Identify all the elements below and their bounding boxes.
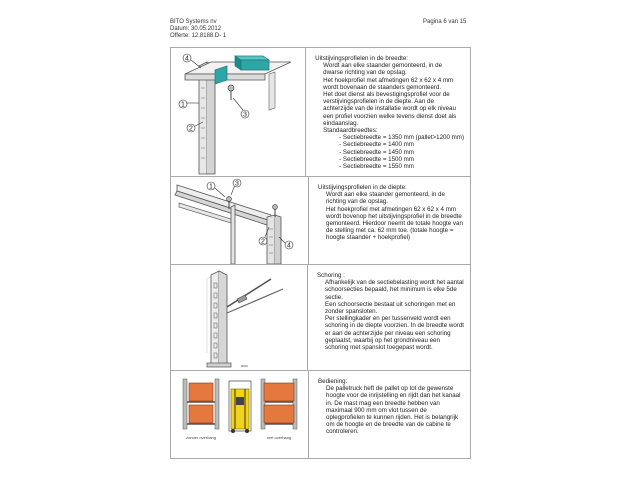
body-line: wordt bovenaan de staanders gemonteerd. — [323, 83, 442, 91]
callout-label: 2 — [261, 238, 265, 246]
body-line: een profiel voorzien welke tevens dienst doet als — [323, 112, 457, 120]
body-line: schoring in de diepte voorzien. In de breedte wordt — [325, 322, 464, 330]
rack-without-overhang — [183, 379, 219, 429]
callout-label: 4 — [185, 55, 189, 63]
body-line: richting van de opslag. — [326, 198, 388, 206]
pallet-truck — [229, 381, 251, 433]
section-title: Uitstijvingsprofielen in de breedte: — [315, 55, 409, 62]
body-line: om de hoogte en de breedte van de cabine te — [326, 421, 451, 429]
content-table — [170, 47, 471, 459]
body-line: controleren. — [326, 428, 359, 436]
body-line: schoorsecties bepaald, het minimum is elke 5de — [325, 286, 457, 294]
body-line: achterzijde van de installatie wordt op elk niveau — [323, 105, 456, 113]
body-line: Afhankelijk van de sectiebelasting wordt het aantal — [325, 279, 464, 287]
company-name: BITO Systems nv — [170, 19, 217, 25]
caption-without-overhang: zonder overhang — [185, 435, 217, 440]
width-item: - Sectiebreedte = 1500 mm — [339, 155, 414, 163]
page-number: Pagina 6 van 15 — [423, 19, 467, 25]
callout-label: 2 — [189, 125, 193, 133]
body-line: er aan de achterzijde per niveau een schoring — [325, 329, 451, 337]
table-row — [171, 265, 471, 371]
table-row — [171, 177, 471, 265]
body-line: hoogte voor de inrijstelling en rijdt dan het kanaal — [326, 392, 461, 400]
depth-bracing-text — [309, 177, 471, 264]
body-line: oplegprofielen te kunnen rijden. Het is belangrijk — [326, 414, 459, 422]
bracing-illustration — [171, 265, 308, 370]
body-line: gemonteerd. Hierdoor neemt de totale hoogte van — [326, 220, 463, 228]
table-row — [171, 48, 471, 177]
width-item: - Sectiebreedte = 1350 mm (pallet>1200 mm) — [339, 134, 464, 142]
body-line: Per stellingkader en per tussenveld wordt een — [325, 315, 451, 323]
body-line: hoogte staander + hoekprofiel) — [326, 234, 411, 242]
rack-with-overhang — [261, 379, 297, 429]
figure-mark: ooo — [241, 363, 248, 368]
width-bracing-text — [306, 48, 471, 176]
width-item: - Sectiebreedte = 1400 mm — [339, 141, 414, 149]
body-line: geplaatst, waarbij op het grondniveau een — [325, 336, 440, 344]
body-line: wordt bovenop het uitstijvingsprofiel in de breedte — [326, 212, 462, 220]
operation-text — [309, 371, 471, 458]
width-item: - Sectiebreedte = 1550 mm — [339, 163, 414, 171]
body-line: de stelling met ca. 62 mm toe. (totale hoogte = — [326, 227, 454, 235]
width-list — [323, 134, 464, 170]
page-header — [170, 19, 226, 40]
body-line: zonder spansloten. — [325, 308, 378, 316]
caption-with-overhang: met overhang — [266, 435, 292, 440]
callout-label: 1 — [209, 183, 213, 191]
body-line: verstijvingsprofielen in de diepte. Aan de — [323, 98, 434, 106]
body-line: Het hoekprofiel met afmetingen 62 x 62 x 4 mm — [326, 205, 457, 213]
section-title: Bediening: — [318, 378, 348, 385]
body-line: Het hoekprofiel met afmetingen 62 x 62 x 4 mm — [323, 76, 454, 84]
section-title: Schoring : — [317, 272, 345, 279]
quote-number: Offerte: 12.8188.D- 1 — [170, 33, 227, 39]
body-line: Het doet dienst als bevestigingsprofiel voor de — [323, 91, 450, 99]
section-title: Uitstijvingsprofielen in de diepte: — [318, 184, 407, 191]
document-date: Datum: 30.05.2012 — [170, 26, 222, 32]
width-bracing-illustration — [171, 48, 306, 176]
depth-bracing-illustration — [171, 177, 309, 264]
body-line: De palletruck heft de pallet op tot de gewenste — [326, 385, 454, 393]
body-line: dwarse richting van de opslag. — [323, 69, 407, 77]
width-item: - Sectiebreedte = 1450 mm — [339, 148, 414, 156]
callout-label: 3 — [243, 111, 247, 119]
bracing-text — [308, 265, 471, 370]
body-line: maximaal 900 mm om vlot tussen de — [326, 406, 427, 414]
body-line: sectie. — [325, 293, 343, 301]
operation-illustration — [171, 371, 309, 458]
callout-label: 4 — [287, 242, 291, 250]
body-line: in. De mast mag een breedte hebben van — [326, 399, 440, 407]
table-row — [171, 371, 471, 459]
body-line: Standaardbreedtes: — [323, 127, 378, 135]
body-line: Een schoorsectie bestaat uit schoringen met en — [325, 300, 456, 308]
body-line: Wordt aan elke staander gemonteerd, in de — [326, 191, 445, 199]
body-line: eindaanslag. — [323, 119, 359, 127]
callout-label: 1 — [181, 101, 185, 109]
body-line: schoring met spanslot toegepast wordt. — [325, 344, 433, 352]
callout-label: 3 — [235, 180, 239, 188]
body-line: Wordt aan elke staander gemonteerd, in de — [323, 62, 443, 70]
